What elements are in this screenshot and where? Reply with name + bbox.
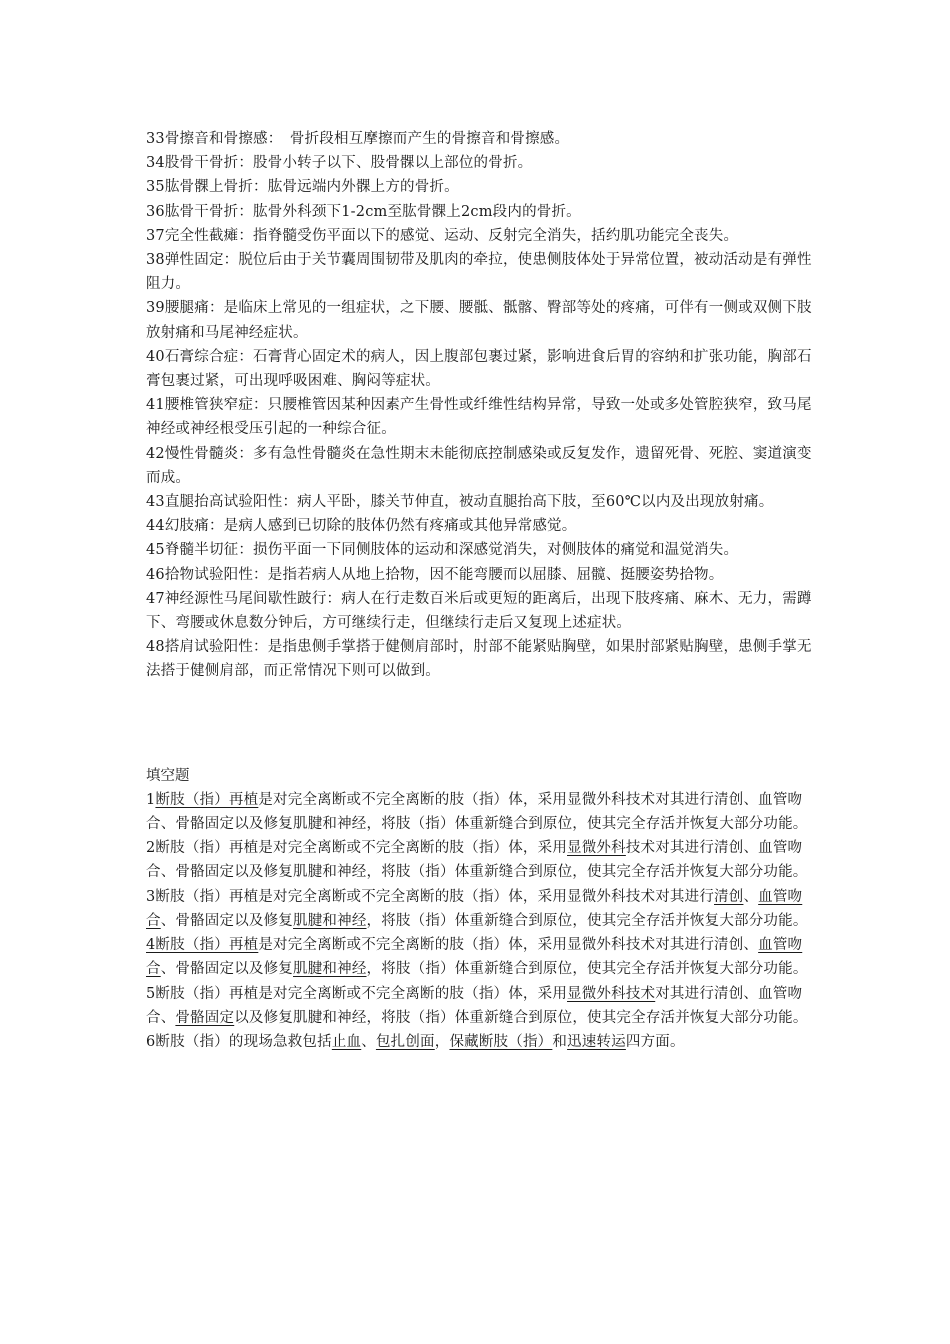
text-segment: 技术对其进行清创、血管吻合、骨骼固定以及修复肌腱和神经，将肢（指）体重新缝合到原位，使其完全存活并恢复大部分功能。 [146,840,808,881]
definition-36 [146,200,821,224]
fill-item-1 [146,788,821,836]
text-segment: 37完全性截瘫：指脊髓受伤平面以下的感觉、运动、反射完全消失，括约肌功能完全丧失。 [146,227,739,244]
text-segment: 47神经源性马尾间歇性跛行：病人在行走数百米后或更短的距离后，出现下肢疼痛、麻木、无力，需蹲下、弯腰或休息数分钟后，方可继续行走，但继续行走后又复现上述症状。 [146,590,812,632]
underlined-answer: 肌腱和神经 [293,961,367,978]
definition-43 [146,490,821,514]
text-segment: 、 [743,888,759,905]
underlined-answer: 血管吻合 [146,937,803,978]
underlined-answer: 止血 [331,1033,362,1050]
fill-item-5 [146,982,821,1030]
text-segment: 、 [361,1033,376,1050]
definition-33 [146,127,821,151]
definition-46 [146,563,821,587]
text-segment: 35肱骨髁上骨折：肱骨远端内外髁上方的骨折。 [146,179,459,196]
underlined-answer: 骨骼固定 [175,1009,235,1026]
fill-item-4 [146,933,821,981]
definition-44 [146,514,821,538]
text-segment: 和 [552,1033,568,1050]
underlined-answer: 肌腱和神经 [293,912,367,929]
text-segment: 四方面。 [625,1033,685,1050]
text-segment: 是对完全离断或不完全离断的肢（指）体，采用显微外科技术对其进行清创、血管吻合、骨骼固定以及修复肌腱和神经，将肢（指）体重新缝合到原位，使其完全存活并恢复大部分功能。 [146,791,808,833]
text-segment: 、骨骼固定以及修复 [160,961,294,978]
document-page [146,127,821,1054]
underlined-answer: 保藏断肢（指） [449,1033,553,1050]
definition-35 [146,175,821,199]
text-segment: 40石膏综合症：石膏背心固定术的病人，因上腹部包裹过紧，影响进食后胃的容纳和扩张功能，胸部石膏包裹过紧，可出现呼吸困难、胸闷等症状。 [146,348,812,390]
text-segment: 45脊髓半切征：损伤平面一下同侧肢体的运动和深感觉消失，对侧肢体的痛觉和温觉消失。 [146,542,739,559]
text-segment: 1 [146,791,156,808]
underlined-answer: 显微外科 [567,840,626,857]
text-segment: 3断肢（指）再植是对完全离断或不完全离断的肢（指）体，采用显微外科技术对其进行 [146,888,715,905]
fill-item-2 [146,836,821,884]
text-segment: 46拾物试验阳性：是指若病人从地上拾物，因不能弯腰而以屈膝、屈髋、挺腰姿势拾物。 [146,566,724,583]
section-title: 填空题 [146,767,190,784]
text-segment: ，将肢（指）体重新缝合到原位，使其完全存活并恢复大部分功能。 [366,912,808,929]
fill-item-6 [146,1030,821,1054]
definition-39 [146,296,821,344]
text-segment: 是对完全离断或不完全离断的肢（指）体，采用显微外科技术对其进行清创、 [258,937,759,954]
underlined-answer: 迅速转运 [567,1033,626,1050]
text-segment: 38弹性固定：脱位后由于关节囊周围韧带及肌肉的牵拉，使患侧肢体处于异常位置，被动活动是有弹性阻力。 [146,252,812,293]
underlined-answer: 显微外科技术 [567,985,656,1002]
text-segment: 43直腿抬高试验阳性：病人平卧，膝关节伸直，被动直腿抬高下肢，至60℃以内及出现放射痛。 [146,494,774,511]
definition-38 [146,248,821,296]
text-segment: 对其进行清创、血管吻合、 [146,985,803,1026]
fill-item-3 [146,885,821,933]
definition-47 [146,587,821,635]
text-segment: 33骨擦音和骨擦感： 骨折段相互摩擦而产生的骨擦音和骨擦感。 [146,131,570,147]
definition-37 [146,224,821,248]
underlined-answer: 包扎创面 [375,1033,435,1050]
definitions-list [146,127,821,684]
text-segment: 39腰腿痛：是临床上常见的一组症状，之下腰、腰骶、骶髂、臀部等处的疼痛，可伴有一侧或双侧下肢放射痛和马尾神经症状。 [146,300,812,341]
definition-40 [146,345,821,393]
definition-34 [146,151,821,175]
text-segment: ， [434,1033,450,1050]
text-segment: 2断肢（指）再植是对完全离断或不完全离断的肢（指）体，采用 [146,840,568,857]
definition-42 [146,442,821,490]
section-spacer [146,684,821,764]
underlined-answer: 4断肢（指）再植 [146,937,259,954]
text-segment: ，将肢（指）体重新缝合到原位，使其完全存活并恢复大部分功能。 [366,961,808,978]
underlined-answer: 清创 [714,888,744,905]
underlined-answer: 血管吻合 [146,888,803,929]
text-segment: 48搭肩试验阳性：是指患侧手掌搭于健侧肩部时，肘部不能紧贴胸壁，如果肘部紧贴胸壁，患侧手掌无法搭于健侧肩部，而正常情况下则可以做到。 [146,639,812,680]
text-segment: 6断肢（指）的现场急救包括 [146,1033,332,1050]
definition-45 [146,538,821,562]
text-segment: 36肱骨干骨折：肱骨外科颈下1-2cm至肱骨髁上2cm段内的骨折。 [146,203,581,220]
text-segment: 41腰椎管狭窄症：只腰椎管因某种因素产生骨性或纤维性结构异常，导致一处或多处管腔狭窄，致马尾神经或神经根受压引起的一种综合征。 [146,397,812,438]
text-segment: 以及修复肌腱和神经，将肢（指）体重新缝合到原位，使其完全存活并恢复大部分功能。 [234,1009,808,1026]
definition-48 [146,635,821,683]
fill-in-section [146,764,821,1054]
text-segment: 、骨骼固定以及修复 [160,912,294,929]
text-segment: 42慢性骨髓炎：多有急性骨髓炎在急性期末未能彻底控制感染或反复发作，遗留死骨、死腔、窦道演变而成。 [146,445,812,486]
definition-41 [146,393,821,441]
text-segment: 5断肢（指）再植是对完全离断或不完全离断的肢（指）体，采用 [146,985,568,1002]
text-segment: 34股骨干骨折：股骨小转子以下、股骨髁以上部位的骨折。 [146,155,533,172]
text-segment: 44幻肢痛：是病人感到已切除的肢体仍然有疼痛或其他异常感觉。 [146,518,577,535]
underlined-answer: 断肢（指）再植 [155,791,259,808]
